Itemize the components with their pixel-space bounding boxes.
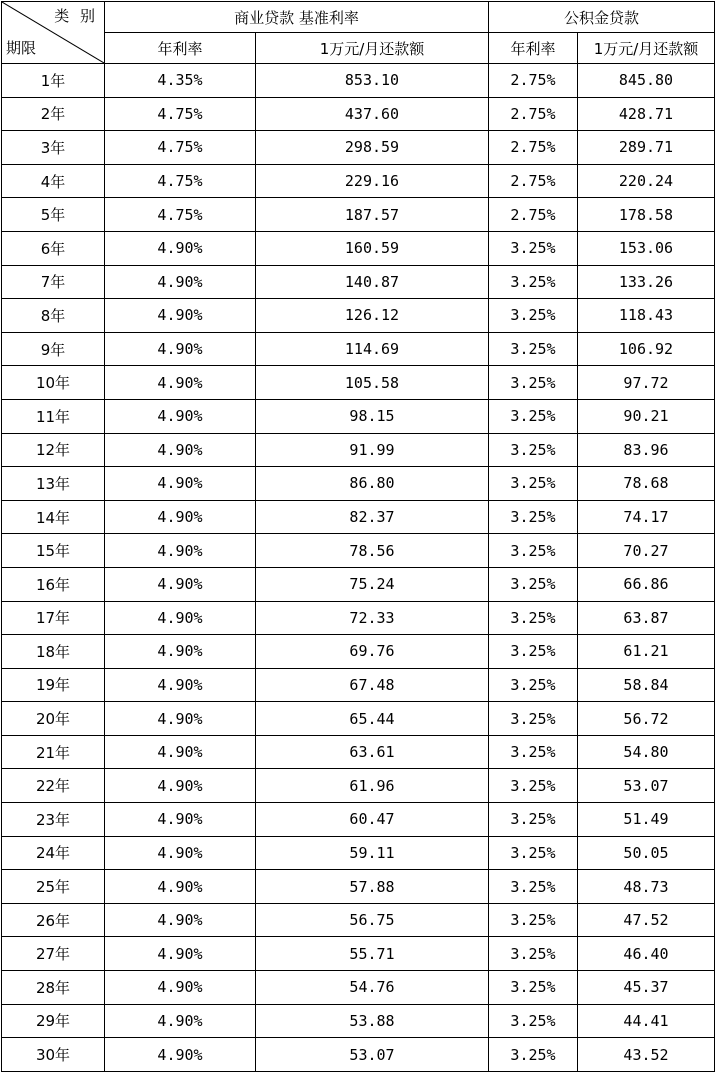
fund-payment-cell: 48.73: [578, 870, 715, 904]
fund-payment-cell: 66.86: [578, 567, 715, 601]
fund-rate-cell: 3.25%: [489, 903, 578, 937]
fund-rate-header: 年利率: [489, 33, 578, 64]
commercial-rate-cell: 4.90%: [105, 534, 256, 568]
commercial-payment-cell: 114.69: [256, 332, 489, 366]
commercial-rate-cell: 4.90%: [105, 971, 256, 1005]
commercial-payment-cell: 853.10: [256, 64, 489, 98]
fund-payment-cell: 47.52: [578, 903, 715, 937]
commercial-rate-cell: 4.90%: [105, 399, 256, 433]
term-cell: 20年: [2, 702, 105, 736]
term-cell: 21年: [2, 735, 105, 769]
table-row: [2, 1038, 715, 1072]
term-cell: 19年: [2, 668, 105, 702]
commercial-rate-cell: 4.90%: [105, 265, 256, 299]
commercial-rate-cell: 4.90%: [105, 803, 256, 837]
commercial-payment-cell: 86.80: [256, 467, 489, 501]
fund-rate-cell: 3.25%: [489, 635, 578, 669]
table-row: [2, 500, 715, 534]
fund-payment-cell: 133.26: [578, 265, 715, 299]
commercial-rate-cell: 4.90%: [105, 231, 256, 265]
term-cell: 29年: [2, 1004, 105, 1038]
table-row: [2, 399, 715, 433]
fund-payment-cell: 46.40: [578, 937, 715, 971]
fund-rate-cell: 3.25%: [489, 601, 578, 635]
fund-payment-cell: 61.21: [578, 635, 715, 669]
commercial-rate-cell: 4.90%: [105, 332, 256, 366]
commercial-rate-cell: 4.75%: [105, 97, 256, 131]
term-cell: 23年: [2, 803, 105, 837]
table-row: [2, 265, 715, 299]
term-label: 期限: [6, 39, 37, 57]
term-cell: 7年: [2, 265, 105, 299]
fund-rate-cell: 3.25%: [489, 937, 578, 971]
commercial-payment-cell: 82.37: [256, 500, 489, 534]
fund-rate-cell: 3.25%: [489, 668, 578, 702]
commercial-rate-cell: 4.90%: [105, 567, 256, 601]
commercial-rate-cell: 4.90%: [105, 1038, 256, 1072]
table-row: [2, 601, 715, 635]
fund-rate-cell: 3.25%: [489, 332, 578, 366]
table-row: [2, 836, 715, 870]
category-label: 类 别: [54, 7, 98, 25]
table-row: [2, 937, 715, 971]
fund-rate-cell: 2.75%: [489, 64, 578, 98]
fund-rate-cell: 2.75%: [489, 164, 578, 198]
commercial-payment-cell: 61.96: [256, 769, 489, 803]
table-row: [2, 870, 715, 904]
table-row: [2, 467, 715, 501]
fund-payment-cell: 106.92: [578, 332, 715, 366]
commercial-rate-cell: 4.90%: [105, 702, 256, 736]
commercial-payment-cell: 140.87: [256, 265, 489, 299]
fund-payment-cell: 78.68: [578, 467, 715, 501]
table-row: [2, 735, 715, 769]
term-cell: 26年: [2, 903, 105, 937]
fund-rate-cell: 3.25%: [489, 702, 578, 736]
commercial-rate-cell: 4.90%: [105, 366, 256, 400]
table-row: [2, 299, 715, 333]
commercial-payment-cell: 72.33: [256, 601, 489, 635]
term-cell: 30年: [2, 1038, 105, 1072]
fund-rate-cell: 3.25%: [489, 971, 578, 1005]
term-cell: 22年: [2, 769, 105, 803]
term-cell: 28年: [2, 971, 105, 1005]
commercial-rate-cell: 4.90%: [105, 937, 256, 971]
commercial-rate-cell: 4.75%: [105, 198, 256, 232]
table-row: [2, 567, 715, 601]
fund-payment-cell: 97.72: [578, 366, 715, 400]
table-row: [2, 769, 715, 803]
table-row: [2, 164, 715, 198]
commercial-payment-cell: 67.48: [256, 668, 489, 702]
fund-rate-cell: 3.25%: [489, 231, 578, 265]
fund-rate-cell: 3.25%: [489, 265, 578, 299]
term-cell: 9年: [2, 332, 105, 366]
table-row: [2, 366, 715, 400]
commercial-payment-cell: 187.57: [256, 198, 489, 232]
table-row: [2, 198, 715, 232]
table-row: [2, 433, 715, 467]
commercial-payment-cell: 105.58: [256, 366, 489, 400]
term-cell: 3年: [2, 131, 105, 165]
table-row: [2, 668, 715, 702]
term-cell: 27年: [2, 937, 105, 971]
term-cell: 25年: [2, 870, 105, 904]
corner-header-cell: [2, 2, 105, 64]
commercial-payment-cell: 53.88: [256, 1004, 489, 1038]
commercial-rate-cell: 4.90%: [105, 601, 256, 635]
commercial-payment-cell: 59.11: [256, 836, 489, 870]
table-row: [2, 64, 715, 98]
fund-rate-cell: 3.25%: [489, 399, 578, 433]
term-cell: 12年: [2, 433, 105, 467]
commercial-payment-cell: 298.59: [256, 131, 489, 165]
term-cell: 4年: [2, 164, 105, 198]
commercial-rate-header: 年利率: [105, 33, 256, 64]
commercial-rate-cell: 4.90%: [105, 903, 256, 937]
term-cell: 24年: [2, 836, 105, 870]
commercial-payment-cell: 53.07: [256, 1038, 489, 1072]
term-cell: 1年: [2, 64, 105, 98]
fund-payment-cell: 43.52: [578, 1038, 715, 1072]
commercial-rate-cell: 4.75%: [105, 164, 256, 198]
term-cell: 10年: [2, 366, 105, 400]
commercial-payment-cell: 56.75: [256, 903, 489, 937]
table-row: [2, 97, 715, 131]
commercial-rate-cell: 4.75%: [105, 131, 256, 165]
term-cell: 16年: [2, 567, 105, 601]
commercial-payment-cell: 160.59: [256, 231, 489, 265]
fund-payment-header: 1万元/月还款额: [578, 33, 715, 64]
fund-payment-cell: 56.72: [578, 702, 715, 736]
commercial-payment-cell: 78.56: [256, 534, 489, 568]
term-cell: 5年: [2, 198, 105, 232]
fund-rate-cell: 2.75%: [489, 131, 578, 165]
fund-payment-cell: 63.87: [578, 601, 715, 635]
commercial-payment-cell: 69.76: [256, 635, 489, 669]
term-cell: 14年: [2, 500, 105, 534]
table-row: [2, 803, 715, 837]
fund-rate-cell: 3.25%: [489, 803, 578, 837]
fund-payment-cell: 51.49: [578, 803, 715, 837]
header-row-groups: [2, 2, 715, 33]
table-row: [2, 903, 715, 937]
fund-payment-cell: 90.21: [578, 399, 715, 433]
fund-rate-cell: 3.25%: [489, 769, 578, 803]
commercial-payment-header: 1万元/月还款额: [256, 33, 489, 64]
commercial-payment-cell: 229.16: [256, 164, 489, 198]
term-cell: 18年: [2, 635, 105, 669]
commercial-payment-cell: 57.88: [256, 870, 489, 904]
fund-payment-cell: 220.24: [578, 164, 715, 198]
rate-sheet: [1, 1, 714, 1067]
fund-rate-cell: 3.25%: [489, 433, 578, 467]
rate-table-body: [2, 64, 715, 1072]
fund-payment-cell: 54.80: [578, 735, 715, 769]
fund-rate-cell: 3.25%: [489, 567, 578, 601]
table-row: [2, 702, 715, 736]
fund-rate-cell: 3.25%: [489, 299, 578, 333]
commercial-rate-cell: 4.90%: [105, 870, 256, 904]
provident-fund-header: 公积金贷款: [489, 2, 715, 33]
fund-payment-cell: 83.96: [578, 433, 715, 467]
table-row: [2, 231, 715, 265]
commercial-payment-cell: 98.15: [256, 399, 489, 433]
commercial-rate-cell: 4.90%: [105, 735, 256, 769]
loan-rate-table: [1, 1, 715, 1072]
commercial-payment-cell: 65.44: [256, 702, 489, 736]
table-row: [2, 635, 715, 669]
commercial-rate-cell: 4.90%: [105, 467, 256, 501]
fund-rate-cell: 3.25%: [489, 870, 578, 904]
fund-rate-cell: 3.25%: [489, 366, 578, 400]
fund-rate-cell: 3.25%: [489, 467, 578, 501]
table-row: [2, 332, 715, 366]
header-row-columns: [2, 33, 715, 64]
table-row: [2, 971, 715, 1005]
fund-rate-cell: 2.75%: [489, 97, 578, 131]
commercial-payment-cell: 91.99: [256, 433, 489, 467]
fund-payment-cell: 45.37: [578, 971, 715, 1005]
commercial-payment-cell: 75.24: [256, 567, 489, 601]
fund-rate-cell: 3.25%: [489, 735, 578, 769]
term-cell: 6年: [2, 231, 105, 265]
commercial-payment-cell: 55.71: [256, 937, 489, 971]
fund-payment-cell: 118.43: [578, 299, 715, 333]
fund-payment-cell: 845.80: [578, 64, 715, 98]
commercial-rate-cell: 4.90%: [105, 433, 256, 467]
fund-payment-cell: 289.71: [578, 131, 715, 165]
term-cell: 2年: [2, 97, 105, 131]
commercial-rate-cell: 4.90%: [105, 836, 256, 870]
commercial-rate-cell: 4.35%: [105, 64, 256, 98]
fund-payment-cell: 53.07: [578, 769, 715, 803]
fund-payment-cell: 50.05: [578, 836, 715, 870]
commercial-loan-header: 商业贷款 基准利率: [105, 2, 489, 33]
fund-payment-cell: 58.84: [578, 668, 715, 702]
commercial-rate-cell: 4.90%: [105, 769, 256, 803]
fund-payment-cell: 428.71: [578, 97, 715, 131]
fund-payment-cell: 70.27: [578, 534, 715, 568]
commercial-rate-cell: 4.90%: [105, 635, 256, 669]
commercial-payment-cell: 60.47: [256, 803, 489, 837]
fund-payment-cell: 74.17: [578, 500, 715, 534]
term-cell: 17年: [2, 601, 105, 635]
commercial-payment-cell: 54.76: [256, 971, 489, 1005]
fund-payment-cell: 44.41: [578, 1004, 715, 1038]
table-row: [2, 534, 715, 568]
fund-payment-cell: 153.06: [578, 231, 715, 265]
term-cell: 11年: [2, 399, 105, 433]
commercial-rate-cell: 4.90%: [105, 1004, 256, 1038]
fund-rate-cell: 3.25%: [489, 1004, 578, 1038]
table-row: [2, 1004, 715, 1038]
table-row: [2, 131, 715, 165]
fund-rate-cell: 2.75%: [489, 198, 578, 232]
term-cell: 8年: [2, 299, 105, 333]
commercial-payment-cell: 126.12: [256, 299, 489, 333]
term-cell: 13年: [2, 467, 105, 501]
fund-rate-cell: 3.25%: [489, 836, 578, 870]
fund-rate-cell: 3.25%: [489, 500, 578, 534]
commercial-rate-cell: 4.90%: [105, 500, 256, 534]
commercial-payment-cell: 63.61: [256, 735, 489, 769]
fund-payment-cell: 178.58: [578, 198, 715, 232]
commercial-rate-cell: 4.90%: [105, 299, 256, 333]
commercial-rate-cell: 4.90%: [105, 668, 256, 702]
fund-rate-cell: 3.25%: [489, 1038, 578, 1072]
fund-rate-cell: 3.25%: [489, 534, 578, 568]
term-cell: 15年: [2, 534, 105, 568]
commercial-payment-cell: 437.60: [256, 97, 489, 131]
